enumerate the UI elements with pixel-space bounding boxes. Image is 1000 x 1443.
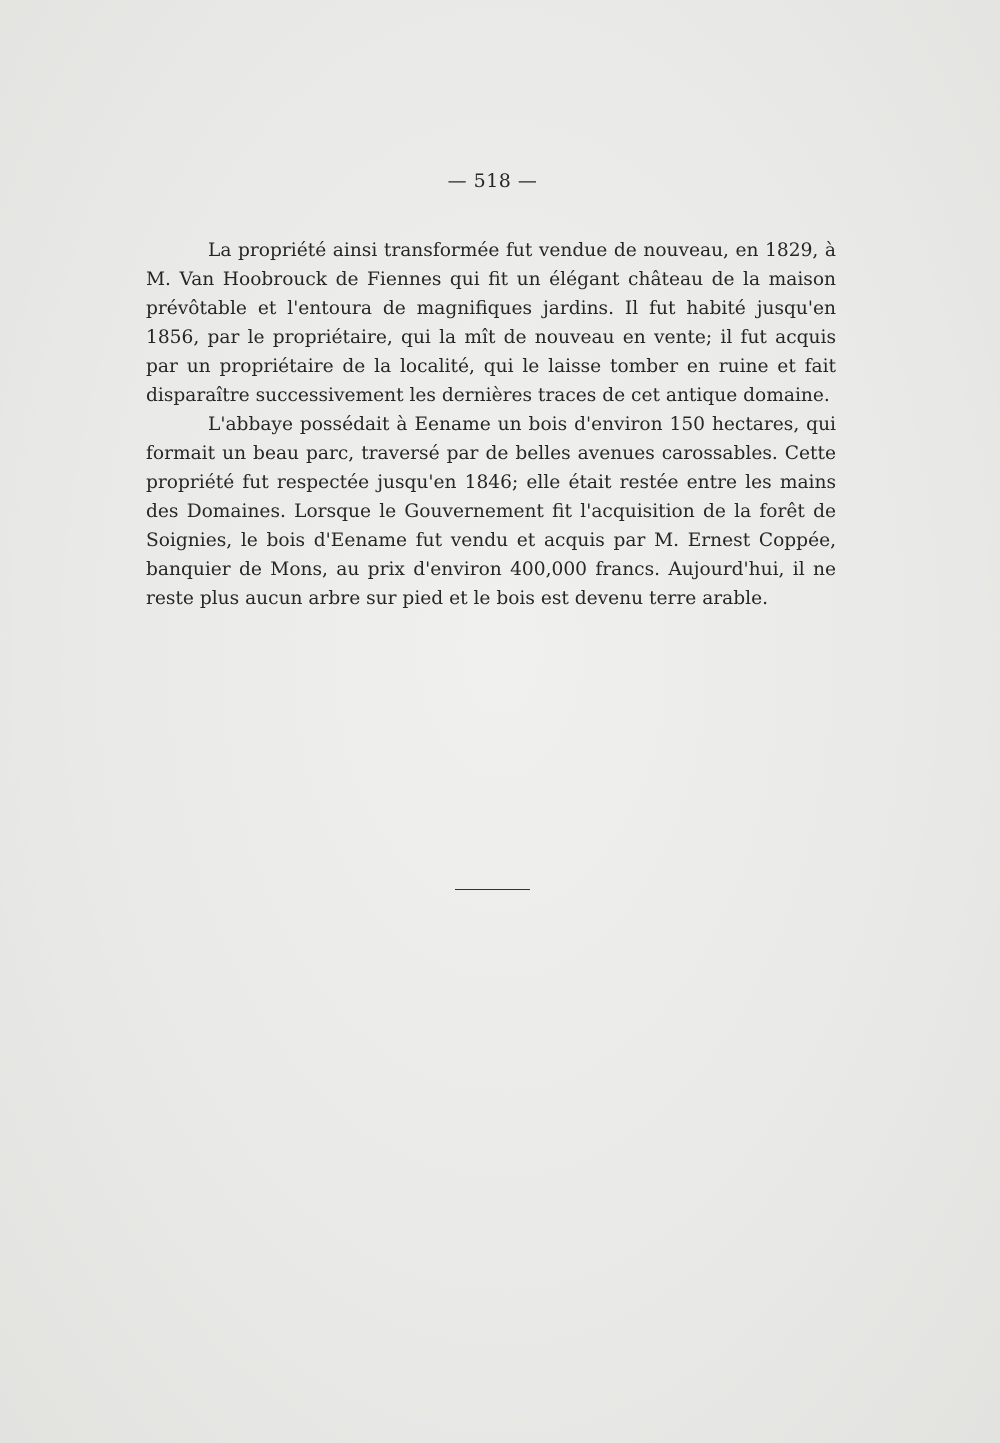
- page-number: — 518 —: [447, 170, 538, 192]
- paragraph-2: L'abbaye possédait à Eename un bois d'environ 150 hectares, qui formait un beau parc, traversé par de belles avenues carossables. Cette propriété fut respectée jusqu'en 1846; elle était restée entre les mains des Domaines. Lorsque le Gouvernement fit l'acquisition de la forêt de Soignies, le bois d'Eename fut vendu et acquis par M. Ernest Coppée, banquier de Mons, au prix d'environ 400,000 francs. Aujourd'hui, il ne reste plus aucun arbre sur pied et le bois est devenu terre arable.: [146, 414, 836, 609]
- paragraph-1: La propriété ainsi transformée fut vendue de nouveau, en 1829, à M. Van Hoobrouck de Fiennes qui fit un élégant château de la maison prévôtable et l'entoura de magnifiques jardins. Il fut habité jusqu'en 1856, par le propriétaire, qui la mît de nouveau en vente; il fut acquis par un propriétaire de la localité, qui le laisse tomber en ruine et fait disparaître successivement les dernières traces de cet antique domaine.: [146, 240, 836, 406]
- body-text: [146, 236, 836, 613]
- section-separator: [455, 889, 530, 890]
